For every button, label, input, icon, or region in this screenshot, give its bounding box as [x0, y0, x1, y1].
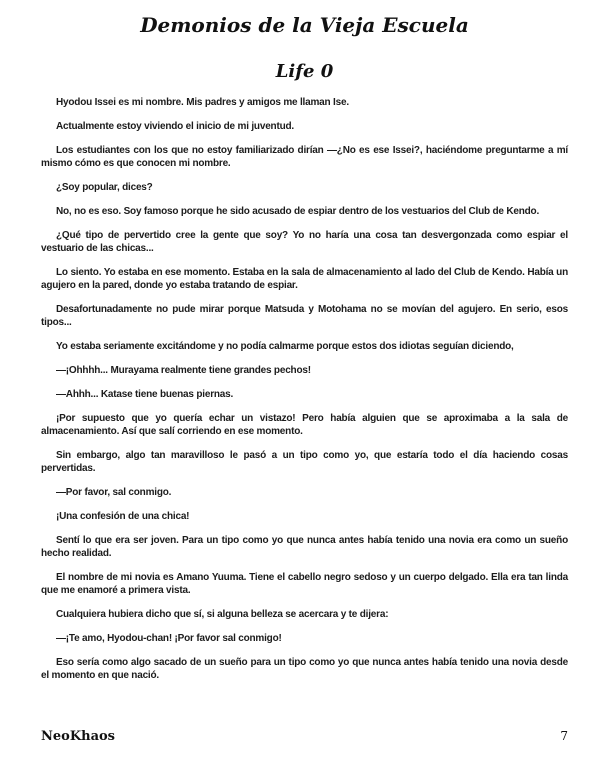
chapter-title: Life 0: [275, 61, 334, 82]
translator-credit: NeoKhaos: [41, 729, 115, 744]
paragraph: —¡Ohhhh... Murayama realmente tiene grandes pechos!: [56, 365, 311, 376]
paragraph: El nombre de mi novia es Amano Yuuma. Tiene el cabello negro sedoso y un cuerpo delgado. Ella era tan linda que me enamoré a primera vista.: [41, 572, 568, 596]
body-text: [41, 96, 568, 682]
paragraph: Eso sería como algo sacado de un sueño para un tipo como yo que nunca antes había tenido una novia desde el momento en que nació.: [41, 657, 568, 681]
paragraph: ¿Qué tipo de pervertido cree la gente que soy? Yo no haría una cosa tan desvergonzada como espiar el vestuario de las chicas...: [41, 230, 568, 254]
paragraph: ¡Por supuesto que yo quería echar un vistazo! Pero había alguien que se aproximaba a la sala de almacenamiento. Así que salí corriendo en ese momento.: [41, 413, 568, 437]
page-footer: [41, 729, 568, 744]
paragraph: No, no es eso. Soy famoso porque he sido acusado de espiar dentro de los vestuarios del Club de Kendo.: [56, 206, 540, 217]
paragraph: —Ahhh... Katase tiene buenas piernas.: [56, 389, 234, 400]
paragraph: Los estudiantes con los que no estoy familiarizado dirían —¿No es ese Issei?, haciéndome preguntarme a mí mismo cómo es que conocen mi nombre.: [41, 145, 568, 169]
paragraph: —¡Te amo, Hyodou-chan! ¡Por favor sal conmigo!: [56, 633, 282, 644]
paragraph: —Por favor, sal conmigo.: [56, 487, 172, 498]
paragraph: ¿Soy popular, dices?: [56, 182, 153, 193]
page-number: 7: [560, 729, 568, 743]
paragraph: Lo siento. Yo estaba en ese momento. Estaba en la sala de almacenamiento al lado del Club de Kendo. Había un agujero en la pared, donde yo estaba tratando de espiar.: [41, 267, 568, 291]
paragraph: Cualquiera hubiera dicho que sí, si alguna belleza se acercara y te dijera:: [56, 609, 389, 620]
paragraph: Sentí lo que era ser joven. Para un tipo como yo que nunca antes había tenido una novia era como un sueño hecho realidad.: [41, 535, 568, 559]
paragraph: Sin embargo, algo tan maravilloso le pasó a un tipo como yo, que estaría todo el día haciendo cosas pervertidas.: [41, 450, 568, 474]
paragraph: Actualmente estoy viviendo el inicio de mi juventud.: [56, 121, 294, 132]
paragraph: ¡Una confesión de una chica!: [56, 511, 190, 522]
book-title: Demonios de la Vieja Escuela: [140, 13, 469, 37]
paragraph: Yo estaba seriamente excitándome y no podía calmarme porque estos dos idiotas seguían diciendo,: [56, 341, 514, 352]
paragraph: Desafortunadamente no pude mirar porque Matsuda y Motohama no se movían del agujero. En serio, esos tipos...: [41, 304, 568, 328]
paragraph: Hyodou Issei es mi nombre. Mis padres y amigos me llaman Ise.: [56, 97, 349, 108]
